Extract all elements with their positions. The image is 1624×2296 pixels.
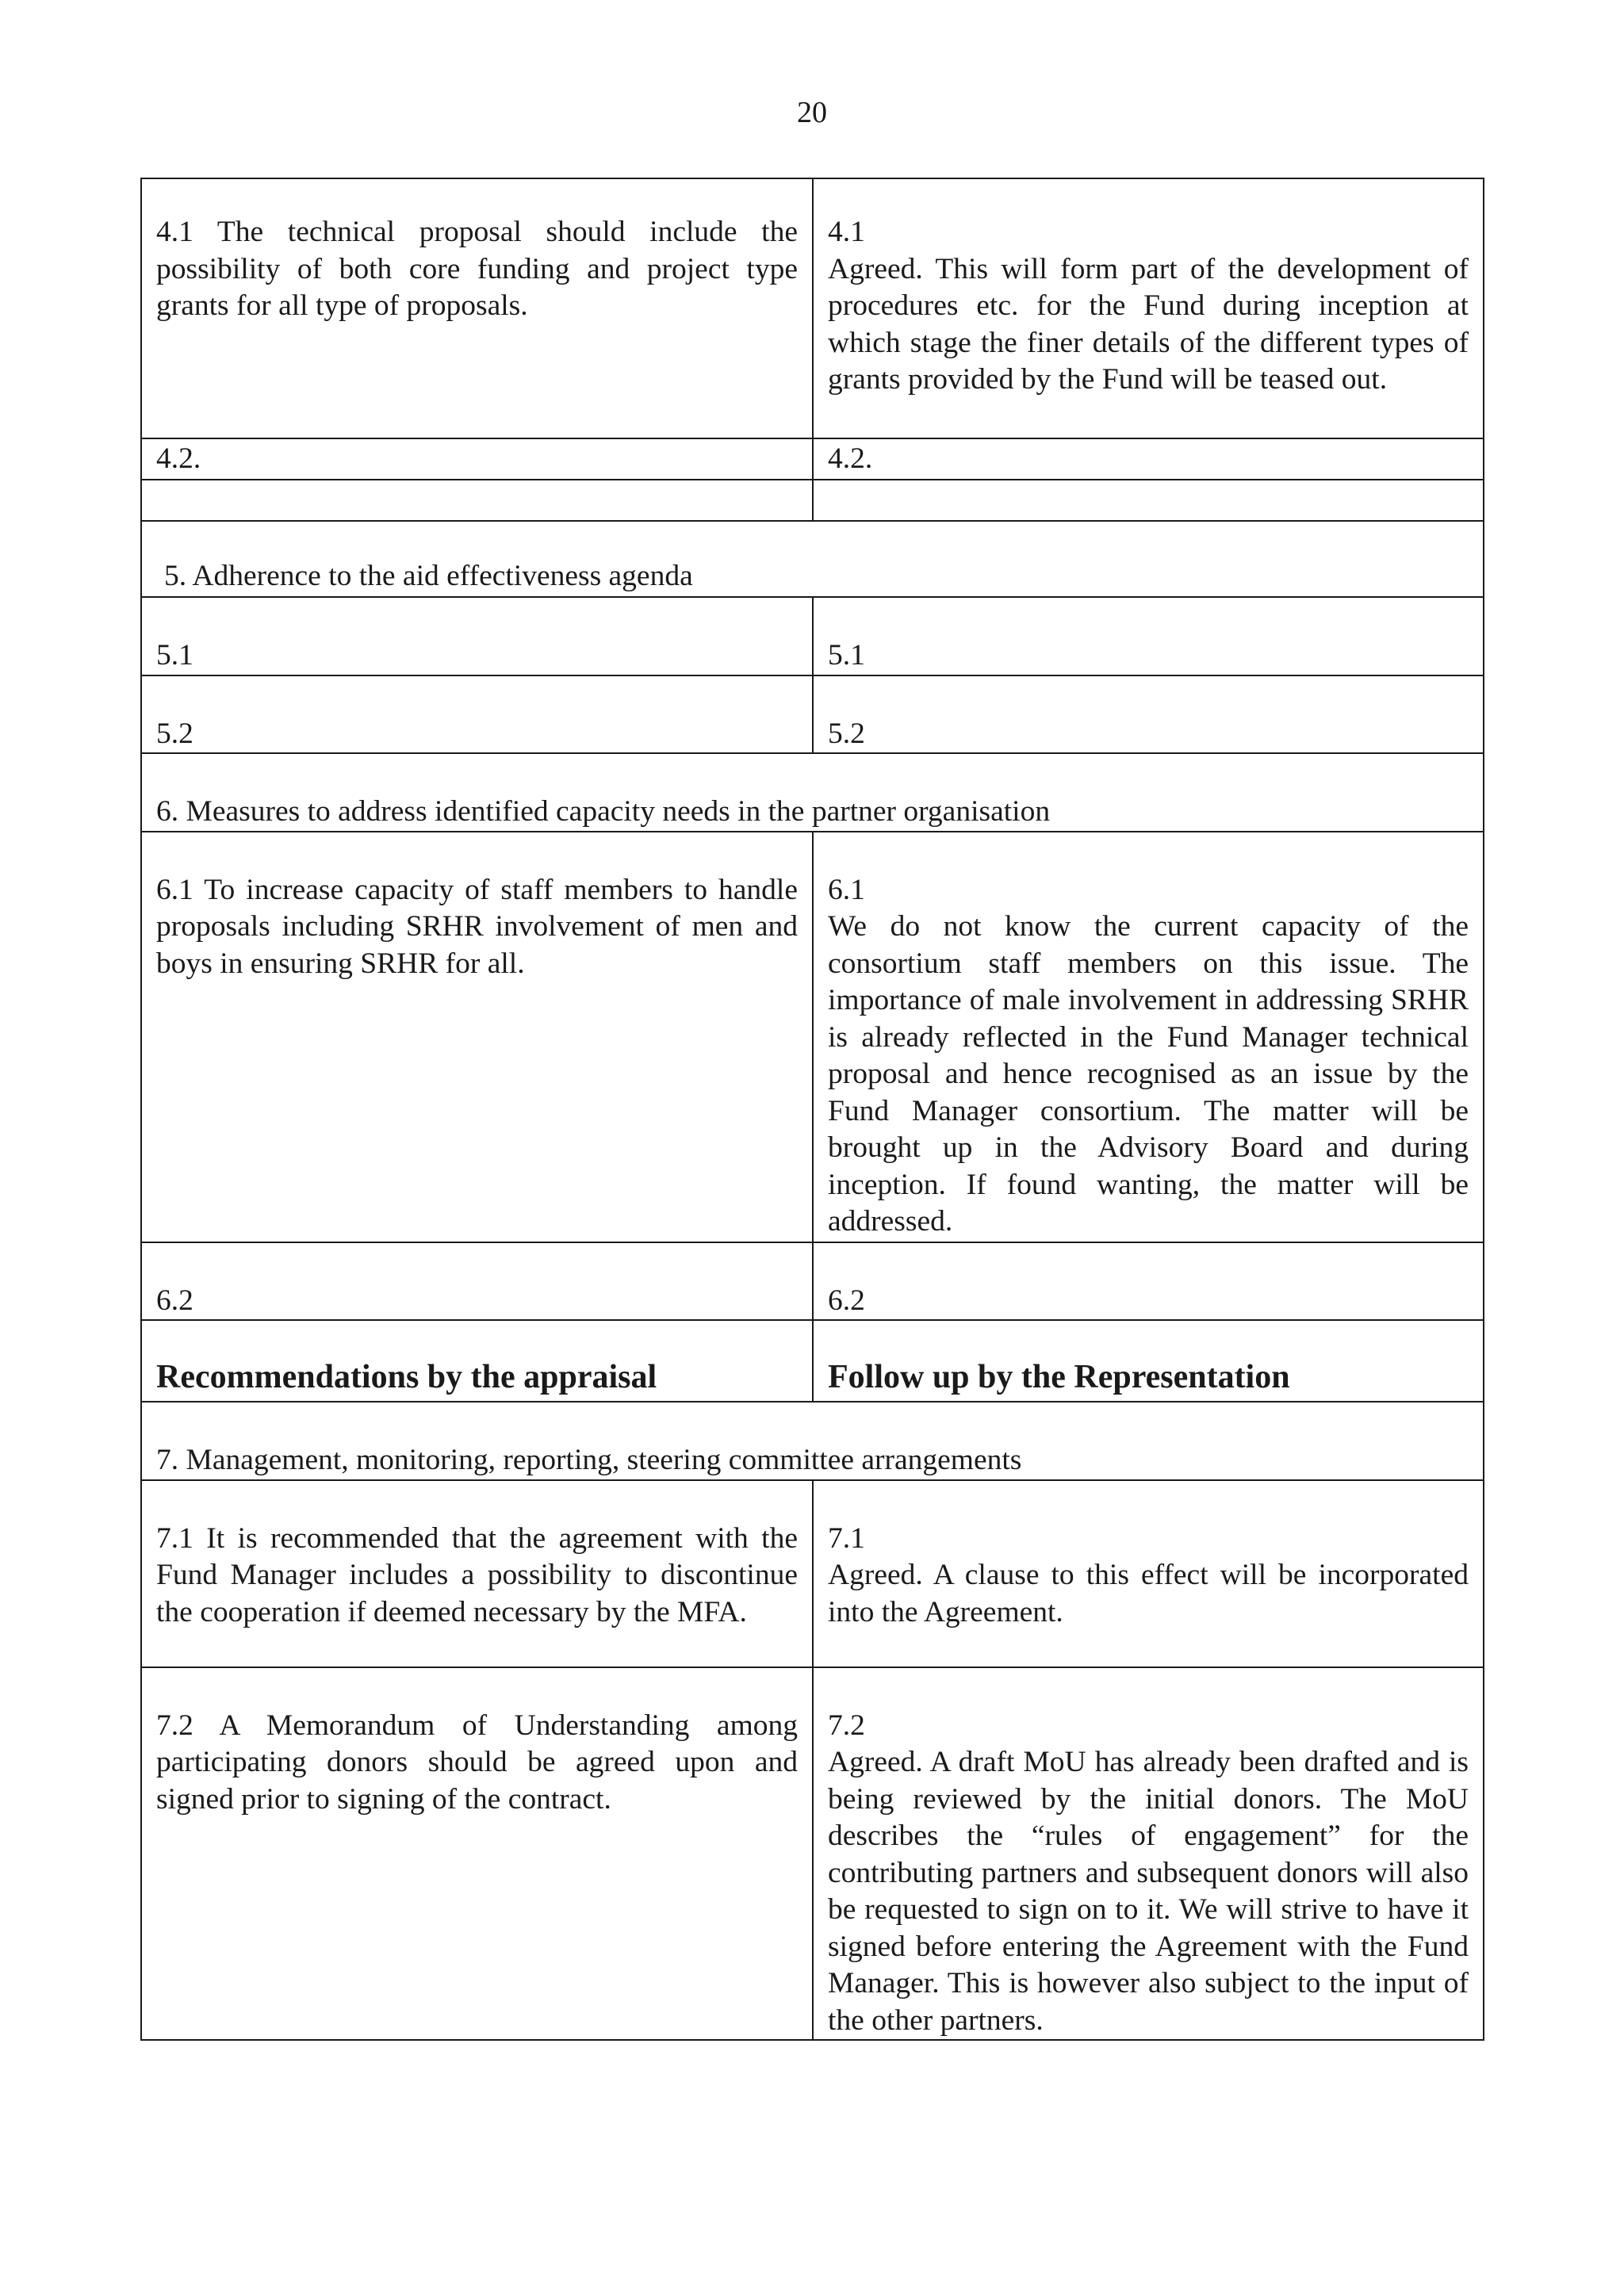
- recommendation-text: 6.1 To increase capacity of staff members to handle proposals including SRHR involvement of men and boys in ensuring SRHR for all.: [156, 873, 798, 980]
- section-heading: 5. Adherence to the aid effectiveness agenda: [164, 560, 693, 592]
- follow-up-text: We do not know the current capacity of the consortium staff members on this issue. The importance of male involvement in addressing SRHR is already reflected in the Fund Manager technical proposal and hence recognised as an issue by the Fund Manager consortium. The matter will be brought up in the Advisory Board and during inception. If found wanting, the matter will be addressed.: [828, 910, 1469, 1238]
- recommendation-cell: [141, 1480, 813, 1667]
- section-heading: 7. Management, monitoring, reporting, steering committee arrangements: [156, 1444, 1022, 1476]
- recommendation-number: 5.2: [156, 717, 193, 750]
- column-header-row: [141, 1320, 1484, 1402]
- recommendation-cell: [141, 438, 813, 480]
- column-header-follow-up: [813, 1320, 1484, 1402]
- recommendation-number: 4.2.: [156, 442, 201, 475]
- recommendation-cell: [141, 597, 813, 675]
- follow-up-number: 6.2: [828, 1284, 865, 1317]
- column-header-label: Follow up by the Representation: [828, 1359, 1290, 1395]
- follow-up-cell: [813, 1667, 1484, 2041]
- table-row: [141, 1242, 1484, 1321]
- follow-up-number: 4.1: [828, 216, 865, 248]
- section-heading-cell: [141, 1402, 1484, 1480]
- follow-up-cell: [813, 178, 1484, 438]
- follow-up-cell: [813, 832, 1484, 1242]
- recommendation-number: 6.2: [156, 1284, 193, 1317]
- column-header-recommendations: [141, 1320, 813, 1402]
- recommendation-text: 7.2 A Memorandum of Understanding among participating donors should be agreed upon and signed prior to signing of the contract.: [156, 1709, 798, 1816]
- recommendation-cell: [141, 1242, 813, 1321]
- recommendation-text: 4.1 The technical proposal should include the possibility of both core funding and project type grants for all type of proposals.: [156, 216, 798, 322]
- table-row: [141, 832, 1484, 1242]
- recommendation-cell: [141, 832, 813, 1242]
- follow-up-number: 6.1: [828, 873, 865, 906]
- empty-cell: [813, 480, 1484, 521]
- follow-up-number: 5.2: [828, 717, 865, 750]
- table-row: [141, 178, 1484, 438]
- table-row: [141, 675, 1484, 754]
- follow-up-number: 4.2.: [828, 442, 873, 475]
- follow-up-cell: [813, 675, 1484, 754]
- table-row: [141, 438, 1484, 480]
- follow-up-text: Agreed. A clause to this effect will be incorporated into the Agreement.: [828, 1559, 1469, 1628]
- table-row: [141, 480, 1484, 521]
- recommendation-number: 5.1: [156, 639, 193, 672]
- recommendation-text: 7.1 It is recommended that the agreement with the Fund Manager includes a possibility to discontinue the cooperation if deemed necessary by the MFA.: [156, 1521, 798, 1628]
- follow-up-text: Agreed. This will form part of the development of procedures etc. for the Fund during inception at which stage the finer details of the different types of grants provided by the Fund will be teased out.: [828, 252, 1469, 396]
- recommendation-cell: [141, 675, 813, 754]
- follow-up-cell: [813, 597, 1484, 675]
- follow-up-number: 7.1: [828, 1521, 865, 1555]
- section-heading-row: [141, 753, 1484, 832]
- follow-up-cell: [813, 1242, 1484, 1321]
- recommendation-cell: [141, 178, 813, 438]
- section-heading: 6. Measures to address identified capacity needs in the partner organisation: [156, 795, 1051, 828]
- follow-up-number: 5.1: [828, 639, 865, 672]
- follow-up-text: Agreed. A draft MoU has already been drafted and is being reviewed by the initial donors. The MoU describes the “rules of engagement” for the contributing partners and subsequent donors will also be requested to sign on to it. We will strive to have it signed before entering the Agreement with the Fund Manager. This is however also subject to the input of the other partners.: [828, 1746, 1469, 2037]
- section-heading-row: [141, 521, 1484, 597]
- table-row: [141, 1480, 1484, 1667]
- follow-up-number: 7.2: [828, 1709, 865, 1742]
- page-number: 20: [797, 96, 827, 129]
- column-header-label: Recommendations by the appraisal: [156, 1359, 657, 1395]
- section-heading-cell: [141, 521, 1484, 597]
- section-heading-cell: [141, 753, 1484, 832]
- table-row: [141, 1667, 1484, 2041]
- appraisal-table: [140, 178, 1484, 2041]
- section-heading-row: [141, 1402, 1484, 1480]
- follow-up-cell: [813, 438, 1484, 480]
- empty-cell: [141, 480, 813, 521]
- recommendation-cell: [141, 1667, 813, 2041]
- table-row: [141, 597, 1484, 675]
- follow-up-cell: [813, 1480, 1484, 1667]
